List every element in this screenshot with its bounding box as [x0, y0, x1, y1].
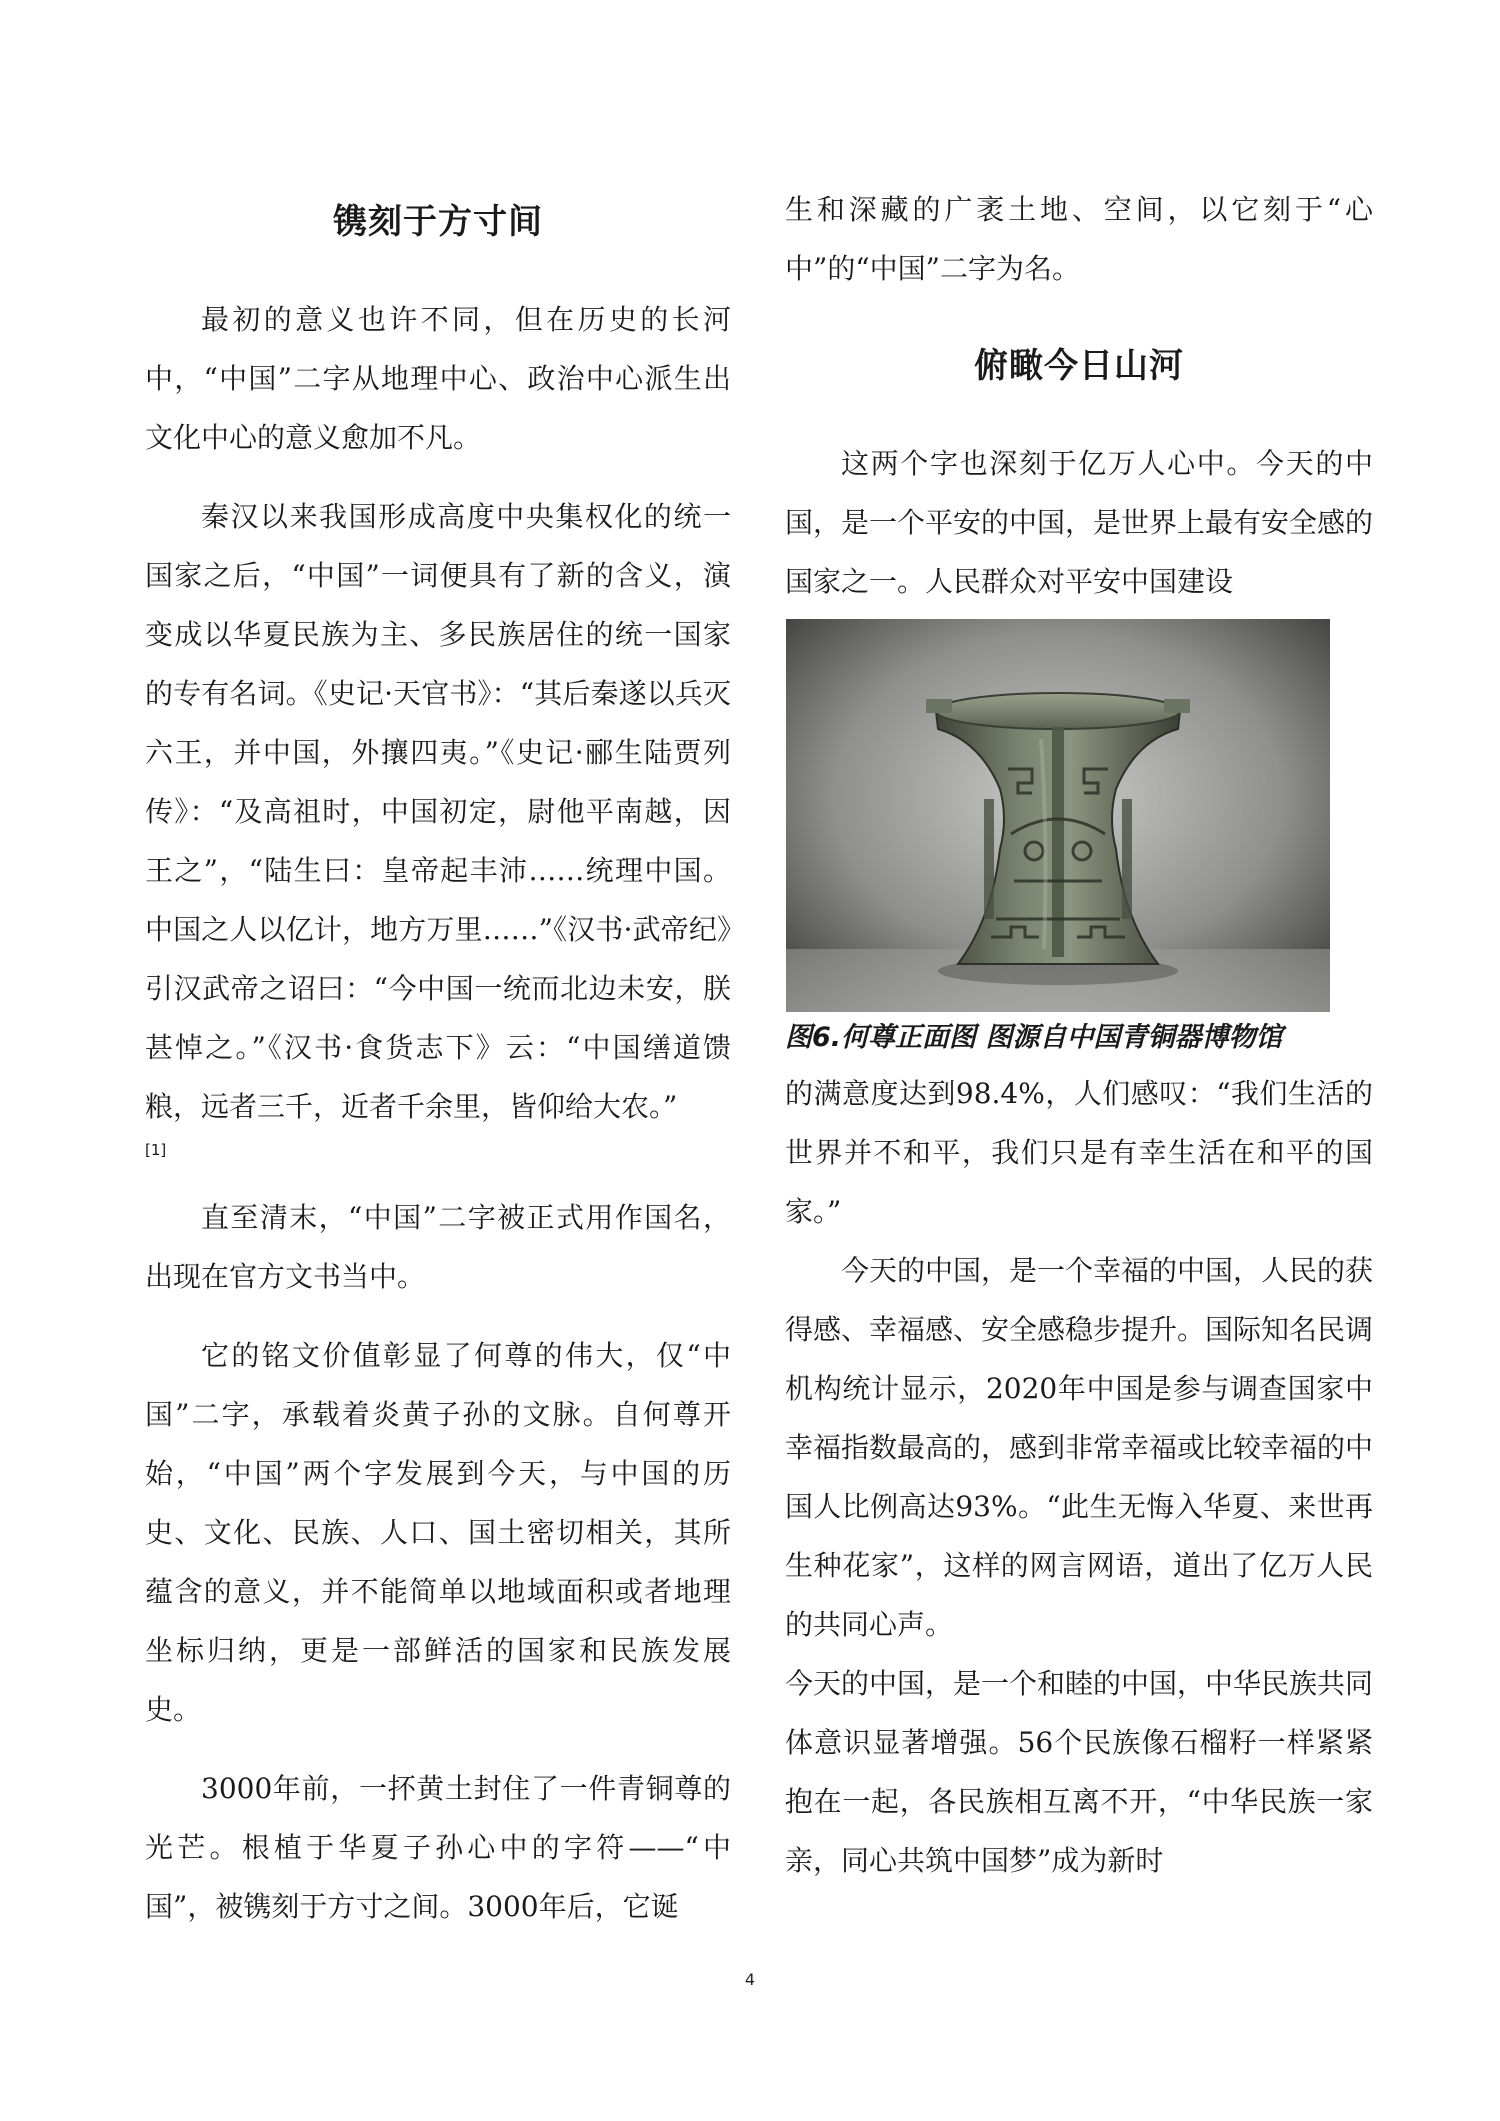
page-number: 4 — [744, 1970, 756, 1989]
figure-bronze-zun — [786, 619, 1330, 1012]
citation-marker: [1] — [145, 1141, 167, 1159]
paragraph: 它的铭文价值彰显了何尊的伟大，仅“中国”二字，承载着炎黄子孙的文脉。自何尊开始，“中国”两个字发展到今天，与中国的历史、文化、民族、人口、国土密切相关，其所蕴含的意义，并不能简单以地域面积或者地理坐标归纳，更是一部鲜活的国家和民族发展史。 — [145, 1339, 731, 1726]
right-column — [785, 186, 1373, 1890]
paragraph-continuation: 生和深藏的广袤土地、空间，以它刻于“心中”的“中国”二字为名。 — [785, 193, 1373, 285]
paragraph: 秦汉以来我国形成高度中央集权化的统一国家之后，“中国”一词便具有了新的含义，演变成以华夏民族为主、多民族居住的统一国家的专有名词。《史记·天官书》：“其后秦遂以兵灭六王，并中国，外攘四夷。”《史记·郦生陆贾列传》：“及高祖时，中国初定，尉他平南越，因王之”，“陆生曰：皇帝起丰沛……统理中国。中国之人以亿计，地方万里……”《汉书·武帝纪》引汉武帝之诏曰：“今中国一统而北边未安，朕甚悼之。”《汉书·食货志下》云：“中国缮道馈粮，远者三千，近者千余里，皆仰给大农。” — [145, 500, 731, 1123]
paragraph: 这两个字也深刻于亿万人心中。今天的中国，是一个平安的中国，是世界上最有安全感的国家之一。人民群众对平安中国建设 — [785, 447, 1374, 598]
paragraph: 的满意度达到98.4%，人们感叹：“我们生活的世界并不和平，我们只是有幸生活在和平的国家。” — [785, 1077, 1373, 1228]
paragraph: 3000年前，一抔黄土封住了一件青铜尊的光芒。根植于华夏子孙心中的字符——“中国”，被镌刻于方寸之间。3000年后，它诞 — [145, 1772, 731, 1923]
paragraph: 今天的中国，是一个和睦的中国，中华民族共同体意识显著增强。56个民族像石榴籽一样紧紧抱在一起，各民族相互离不开，“中华民族一家亲，同心共筑中国梦”成为新时 — [785, 1667, 1374, 1877]
section-title-right: 俯瞰今日山河 — [974, 346, 1184, 386]
bronze-zun-vessel-icon — [786, 619, 1330, 1012]
paragraph: 今天的中国，是一个幸福的中国，人民的获得感、幸福感、安全感稳步提升。国际知名民调机构统计显示，2020年中国是参与调查国家中幸福指数最高的，感到非常幸福或比较幸福的中国人比例高达93%。“此生无悔入华夏、来世再生种花家”，这样的网言网语，道出了亿万人民的共同心声。 — [785, 1254, 1374, 1641]
left-column — [145, 186, 731, 1956]
section-title-left: 镌刻于方寸间 — [333, 202, 543, 242]
paragraph: 直至清末，“中国”二字被正式用作国名，出现在官方文书当中。 — [145, 1201, 731, 1293]
paragraph: 最初的意义也许不同，但在历史的长河中，“中国”二字从地理中心、政治中心派生出文化中心的意义愈加不凡。 — [145, 303, 731, 454]
figure-caption: 图6.何尊正面图 图源自中国青铜器博物馆 — [785, 1022, 1283, 1053]
